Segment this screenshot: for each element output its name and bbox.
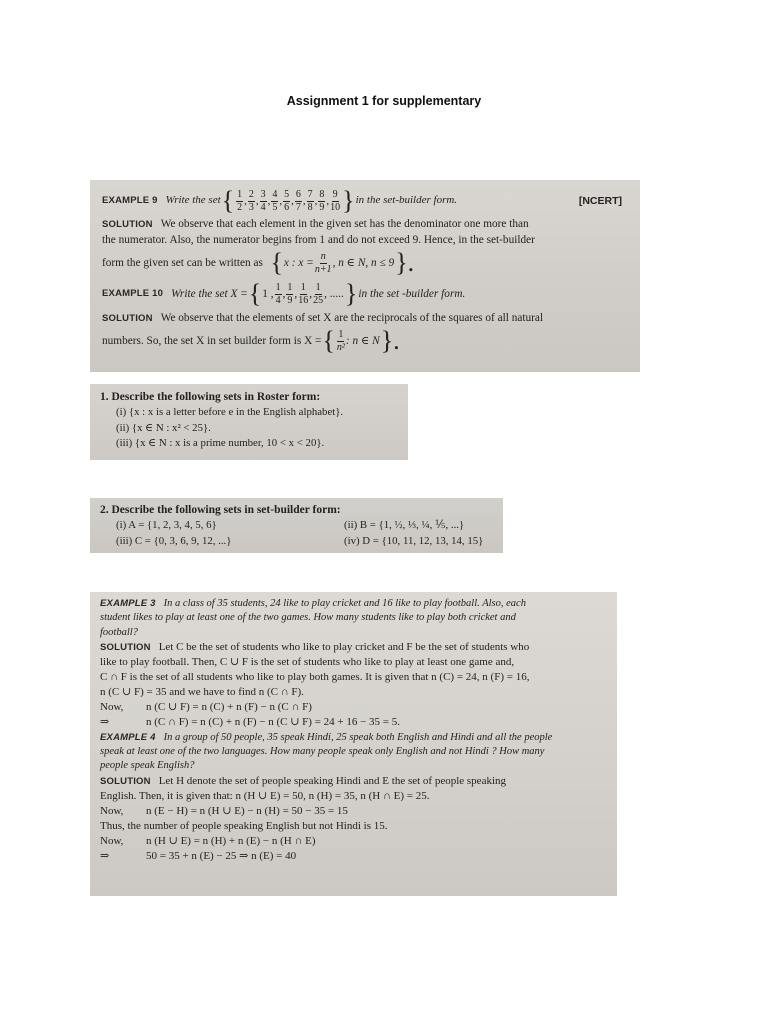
close-brace: }: [342, 186, 355, 215]
fraction: [307, 190, 314, 213]
fraction: [295, 190, 302, 213]
close-brace: }.: [395, 248, 415, 278]
implies-symbol: ⇒: [100, 716, 110, 729]
fraction-numerator: 7: [307, 188, 313, 200]
fraction-numerator: 1: [315, 281, 321, 293]
ncert-tag: [NCERT]: [578, 194, 622, 207]
equation-text: n (C ∩ F) = n (C) + n (F) − n (C ∪ F) = 24 + 16 − 35 = 5.: [146, 716, 401, 729]
solution-10-text-1: We observe that the elements of set X are the reciprocals of the squares of all natural: [160, 312, 544, 325]
example-3-label: EXAMPLE 3: [100, 598, 156, 609]
fraction-numerator: 5: [284, 188, 290, 200]
fraction-numerator: 9: [332, 188, 338, 200]
example-10-prefix: Write the set X =: [171, 288, 248, 301]
question-2-item: (i) A = {1, 2, 3, 4, 5, 6}: [116, 519, 217, 532]
question-1-item: (ii) {x ∈ N : x² < 25}.: [116, 421, 211, 434]
close-brace: }.: [380, 326, 400, 356]
question-2-item: (iii) C = {0, 3, 6, 9, 12, ...}: [116, 534, 232, 547]
fraction-denominator: 8: [307, 201, 313, 213]
example-3-text: In a class of 35 students, 24 like to play cricket and 16 like to play football. Also, each: [163, 598, 526, 609]
solution-10-label: SOLUTION: [102, 313, 153, 325]
example-10-fraction-list: [274, 283, 324, 306]
fraction-denominator: 6: [284, 201, 290, 213]
example-3-line-2: student likes to play at least one of the two games. How many students like to play both cricket and: [100, 612, 516, 624]
solution-4-line-1: [100, 774, 607, 789]
scanned-image-question-1: [90, 384, 408, 460]
example-3-line-1: [100, 597, 607, 611]
example-4-text: In a group of 50 people, 35 speak Hindi, 25 speak both English and Hindi and all the people: [163, 731, 553, 743]
fraction-numerator: 1: [300, 281, 306, 293]
solution-4-text: Let H denote the set of people speaking Hindi and E the set of people speaking: [158, 774, 507, 787]
separator: ,: [282, 287, 286, 300]
set-builder-open: x : x =: [283, 257, 314, 270]
fraction-denominator: 7: [295, 201, 301, 213]
example-4-label: EXAMPLE 4: [100, 731, 156, 743]
question-1-heading: 1. Describe the following sets in Roster form:: [100, 391, 321, 403]
open-brace: {: [263, 248, 283, 278]
solution-3-line-1: [100, 640, 607, 655]
separator: ,: [326, 194, 330, 207]
question-1-item: (iii) {x ∈ N : x is a prime number, 10 < x < 20}.: [116, 436, 325, 449]
implies-symbol: ⇒: [100, 849, 110, 862]
scanned-image-examples-9-10: [90, 180, 640, 372]
set-builder-close: : n ∈ N: [345, 335, 380, 348]
separator: ,: [244, 194, 247, 207]
example-10-first: 1 ,: [262, 288, 274, 301]
solution-9-line-1: [102, 216, 628, 232]
fraction: [271, 190, 278, 213]
fraction: [330, 190, 340, 213]
question-2-items: [100, 518, 493, 549]
example-9-fraction-list: [235, 190, 341, 213]
fraction-numerator: 1: [275, 281, 281, 293]
equation-keyword: Now,: [100, 701, 124, 714]
solution-3-equation-1: [100, 700, 607, 715]
separator: ,: [267, 194, 271, 207]
separator: ,: [309, 287, 313, 300]
fraction: [298, 283, 308, 306]
fraction: [313, 283, 323, 306]
scanned-image-examples-3-4: [90, 592, 617, 896]
example-10-tail: , .....: [324, 288, 344, 301]
example-10-suffix: in the set -builder form.: [358, 288, 466, 301]
separator: ,: [255, 194, 259, 207]
scanned-image-question-2: [90, 498, 503, 553]
separator: ,: [279, 194, 283, 207]
solution-9-form-prefix: form the given set can be written as: [102, 257, 263, 270]
question-2-heading: 2. Describe the following sets in set-builder form:: [100, 504, 341, 516]
solution-4-equation-3: [100, 849, 607, 864]
solution-3-equation-2: [100, 715, 607, 730]
question-1-item: (i) {x : x is a letter before e in the English alphabet}.: [116, 406, 344, 419]
solution-10-line-2: [102, 326, 628, 356]
example-9: [102, 186, 628, 216]
separator: ,: [294, 287, 298, 300]
fraction-1-over-n-squared: [337, 330, 345, 353]
equation-text: 50 = 35 + n (E) − 25 ⇒ n (E) = 40: [146, 849, 297, 862]
fraction: [275, 283, 282, 306]
solution-3-label: SOLUTION: [100, 642, 151, 654]
fraction: [283, 190, 290, 213]
fraction-denominator: 16: [298, 294, 309, 306]
fraction-denominator: 4: [275, 294, 281, 306]
solution-10-line-1: [102, 310, 628, 326]
equation-text: n (C ∪ F) = n (C) + n (F) − n (C ∩ F): [146, 701, 312, 714]
fraction-denominator: 4: [260, 201, 266, 213]
solution-3-line-4: n (C ∪ F) = 35 and we have to find n (C ∩ F).: [100, 686, 304, 699]
fraction-denominator: 25: [313, 294, 324, 306]
example-4-line-2: speak at least one of the two languages. How many people speak only English and not Hindi ? How many: [100, 745, 545, 757]
solution-4-line-2: English. Then, it is given that: n (H ∪ E) = 50, n (H) = 35, n (H ∩ E) = 25.: [100, 789, 430, 802]
solution-4-equation-1: [100, 804, 607, 819]
solution-4-conclusion: Thus, the number of people speaking English but not Hindi is 15.: [100, 819, 388, 832]
example-3-line-3: football?: [100, 626, 138, 638]
fraction: [260, 190, 267, 213]
fraction-denominator: 9: [319, 201, 325, 213]
fraction-numerator: 3: [260, 188, 266, 200]
set-builder-close: , n ∈ N, n ≤ 9: [332, 257, 395, 270]
example-10-label: EXAMPLE 10: [102, 288, 164, 300]
equation-keyword: Now,: [100, 804, 124, 817]
solution-3-line-3: C ∩ F is the set of all students who like to play both games. It is given that n (C) = 24, n (F) = 16,: [100, 671, 530, 684]
separator: ,: [314, 194, 318, 207]
open-brace: {: [322, 326, 335, 356]
example-10: [102, 278, 628, 310]
solution-10-text-2: numbers. So, the set X in set builder form is X =: [102, 335, 322, 348]
open-brace: {: [221, 186, 235, 215]
fraction-denominator: n+1: [314, 263, 332, 275]
fraction: [236, 190, 243, 213]
example-9-prefix: Write the set: [165, 194, 221, 207]
equation-keyword: Now,: [100, 834, 124, 847]
fraction: [286, 283, 293, 306]
fraction-denominator: n²: [336, 341, 345, 353]
example-9-suffix: in the set-builder form.: [355, 194, 458, 207]
fraction-denominator: 2: [237, 201, 243, 213]
fraction-denominator: 10: [330, 201, 341, 213]
fraction-numerator: 8: [319, 188, 325, 200]
separator: ,: [302, 194, 306, 207]
question-2-item: (iv) D = {10, 11, 12, 13, 14, 15}: [344, 534, 484, 547]
solution-9-text-1: We observe that each element in the given set has the denominator one more than: [160, 218, 529, 230]
fraction-numerator: 1: [237, 188, 243, 200]
example-4-line-1: [100, 731, 607, 745]
equation-text: n (E − H) = n (H ∪ E) − n (H) = 50 − 35 = 15: [146, 804, 348, 817]
solution-9-line-2: the numerator. Also, the numerator begins from 1 and do not exceed 9. Hence, in the set-builder: [102, 234, 535, 247]
fraction-denominator: 9: [287, 294, 293, 306]
question-2-item: (ii) B = {1, ½, ⅓, ¼, ⅕, ...}: [344, 519, 465, 532]
fraction-numerator: 6: [295, 188, 301, 200]
equation-text: n (H ∪ E) = n (H) + n (E) − n (H ∩ E): [146, 834, 316, 847]
fraction: [248, 190, 255, 213]
fraction-denominator: 5: [272, 201, 278, 213]
fraction-denominator: 3: [248, 201, 254, 213]
open-brace: {: [248, 279, 262, 309]
fraction: [318, 190, 325, 213]
separator: ,: [291, 194, 294, 207]
fraction-numerator: n: [320, 250, 326, 262]
fraction-numerator: 4: [272, 188, 278, 200]
solution-3-line-2: like to play football. Then, C ∪ F is the set of students who like to play at least one game and,: [100, 656, 515, 669]
solution-3-text: Let C be the set of students who like to play cricket and F be the set of students who: [158, 641, 530, 654]
document-title: Assignment 1 for supplementary: [286, 94, 482, 108]
solution-9-line-3: [102, 248, 628, 278]
close-brace: }: [344, 279, 358, 309]
fraction-numerator: 2: [248, 188, 254, 200]
example-9-label: EXAMPLE 9: [102, 195, 158, 207]
solution-4-equation-2: [100, 834, 607, 849]
solution-4-label: SOLUTION: [100, 775, 151, 787]
fraction-numerator: 1: [287, 281, 293, 293]
solution-9-label: SOLUTION: [102, 219, 153, 230]
example-4-line-3: people speak English?: [100, 760, 195, 772]
fraction-n-over-n-plus-1: [315, 252, 332, 275]
fraction-numerator: 1: [338, 328, 344, 340]
